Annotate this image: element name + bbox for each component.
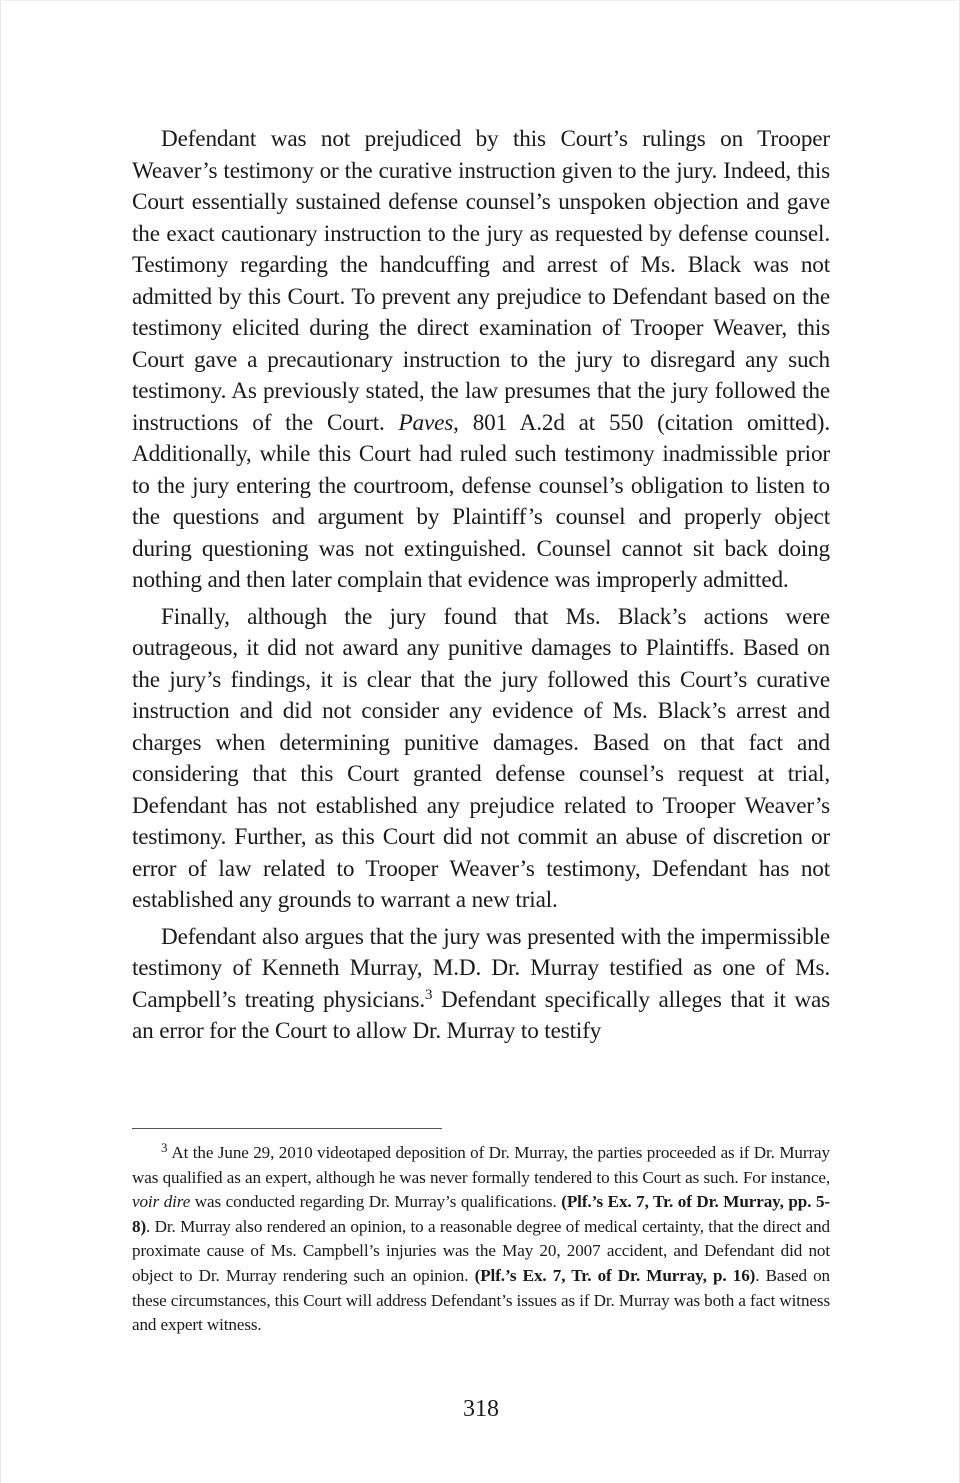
body-text bbox=[132, 124, 830, 1048]
footnote-divider bbox=[132, 1128, 442, 1129]
footnote-italic-term: voir dire bbox=[132, 1192, 191, 1212]
footnote-text: . Based on these circumstances, this Court will address Defendant’s issues as if Dr. Murray was both a fact witness and expert witness. bbox=[132, 1265, 830, 1335]
paragraph-text: , 801 A.2d at 550 (citation omitted). Additionally, while this Court had ruled such testimony inadmissible prior to the jury entering the courtroom, defense counsel’s obligation to listen to the questions and argument by Plaintiff’s counsel and properly object during questioning was not extinguished. Counsel cannot sit back doing nothing and then later complain that evidence was improperly admitted. bbox=[132, 409, 830, 593]
case-citation: Paves bbox=[398, 409, 454, 436]
page-number: 318 bbox=[463, 1396, 499, 1422]
paragraph-text: Defendant specifically alleges that it was an error for the Court to allow Dr. Murray to testify bbox=[132, 986, 830, 1044]
footnote-text: At the June 29, 2010 videotaped deposition of Dr. Murray, the parties proceeded as if Dr. Murray was qualified as an expert, although he was never formally tendered to this Court as such. For instance, bbox=[132, 1143, 830, 1187]
footnote-3 bbox=[132, 1136, 830, 1338]
paragraph-text: Defendant was not prejudiced by this Court’s rulings on Trooper Weaver’s testimony or the curative instruction given to the jury. Indeed, this Court essentially sustained defense counsel’s unspoken objection and gave the exact cautionary instruction to the jury as requested by defense counsel. Testimony regarding the handcuffing and arrest of Ms. Black was not admitted by this Court. To prevent any prejudice to Defendant based on the testimony elicited during the direct examination of Trooper Weaver, this Court gave a precautionary instruction to the jury to disregard any such testimony. As previously stated, the law presumes that the jury followed the instructions of the Court. bbox=[132, 126, 830, 436]
footnote-reference[interactable]: 3 bbox=[425, 986, 433, 1003]
paragraph-text: Defendant also argues that the jury was presented with the impermissible testimony of Kenneth Murray, M.D. Dr. Murray testified as one of Ms. Campbell’s treating physicians. bbox=[132, 923, 830, 1013]
footnote-text: . Dr. Murray also rendered an opinion, to a reasonable degree of medical certainty, that the direct and proximate cause of Ms. Campbell’s injuries was the May 20, 2007 accident, and Defendant did not object to Dr. Murray rendering such an opinion. bbox=[132, 1216, 830, 1285]
paragraph-prejudice bbox=[132, 124, 830, 597]
paragraph-dr-murray bbox=[132, 922, 830, 1048]
footnote-mark: 3 bbox=[161, 1140, 168, 1155]
paragraph-punitive-damages: Finally, although the jury found that Ms. Black’s actions were outrageous, it did not award any punitive damages to Plaintiffs. Based on the jury’s findings, it is clear that the jury followed this Court’s curative instruction and did not consider any evidence of Ms. Black’s arrest and charges when determining punitive damages. Based on that fact and considering that this Court granted defense counsel’s request at trial, Defendant has not established any prejudice related to Trooper Weaver’s testimony. Further, as this Court did not commit an abuse of discretion or error of law related to Trooper Weaver’s testimony, Defendant has not established any grounds to warrant a new trial. bbox=[132, 603, 830, 913]
exhibit-citation: (Plf.’s Ex. 7, Tr. of Dr. Murray, pp. 5-8) bbox=[132, 1192, 831, 1236]
exhibit-citation: (Plf.’s Ex. 7, Tr. of Dr. Murray, p. 16) bbox=[474, 1265, 756, 1285]
footnote-text: was conducted regarding Dr. Murray’s qualifications. bbox=[190, 1192, 562, 1212]
